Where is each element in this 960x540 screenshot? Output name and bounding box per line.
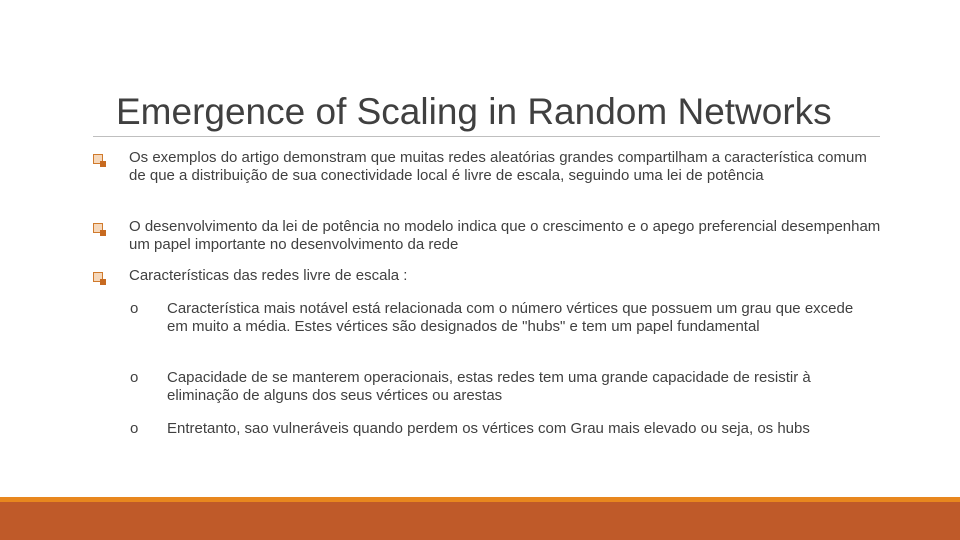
square-bullet-icon bbox=[93, 272, 103, 282]
square-bullet-icon bbox=[93, 154, 103, 164]
square-bullet-icon bbox=[93, 223, 103, 233]
circle-bullet-icon: o bbox=[130, 369, 139, 386]
footer-band bbox=[0, 502, 960, 540]
sub-bullet-text: Característica mais notável está relacionada com o número vértices que possuem um grau que excede em muito a média. Estes vértices são designados de "hubs" e tem um papel fundamental bbox=[167, 300, 854, 335]
slide-title: Emergence of Scaling in Random Networks bbox=[116, 91, 832, 132]
bullet-text: Características das redes livre de escala : bbox=[129, 267, 408, 284]
circle-bullet-icon: o bbox=[130, 300, 139, 317]
bullet-text: O desenvolvimento da lei de potência no modelo indica que o crescimento e o apego preferencial desempenham um papel importante no desenvolvimento da rede bbox=[129, 218, 881, 253]
title-divider bbox=[93, 136, 880, 137]
sub-bullet-text: Capacidade de se manterem operacionais, estas redes tem uma grande capacidade de resistir à eliminação de alguns dos seus vértices ou arestas bbox=[167, 369, 811, 404]
bullet-text: Os exemplos do artigo demonstram que muitas redes aleatórias grandes compartilham a característica comum de que a distribuição de sua conectividade local é livre de escala, seguindo uma lei de potência bbox=[129, 149, 867, 184]
sub-bullet-text: Entretanto, sao vulneráveis quando perdem os vértices com Grau mais elevado ou seja, os hubs bbox=[167, 420, 810, 437]
circle-bullet-icon: o bbox=[130, 420, 139, 437]
